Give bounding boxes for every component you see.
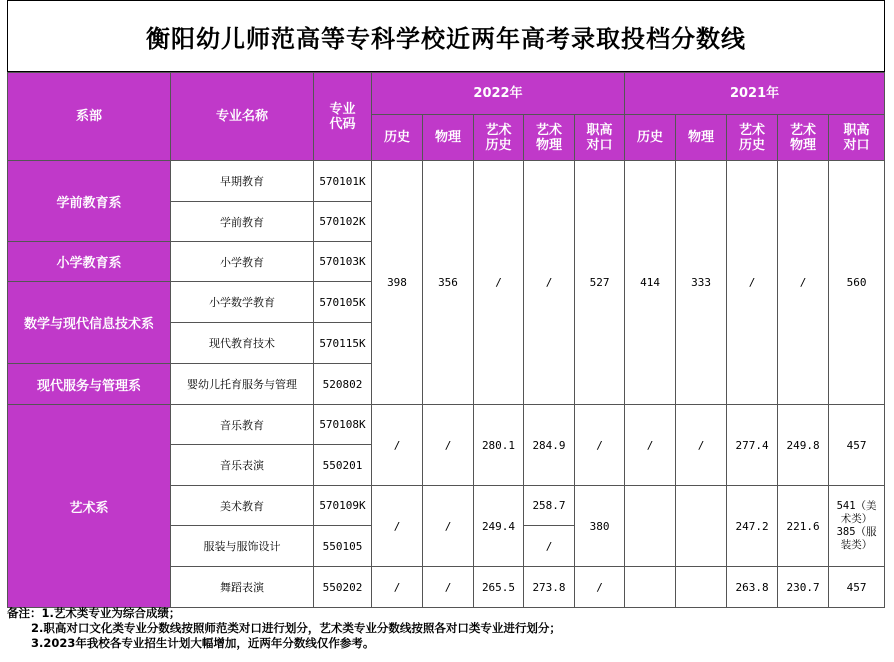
score-cell: 560 — [829, 161, 885, 405]
code-cell: 570102K — [314, 202, 372, 242]
score-cell: 333 — [676, 161, 727, 405]
header-sub: 职高 对口 — [829, 115, 885, 161]
score-cell: / — [575, 405, 625, 486]
table-row — [8, 161, 885, 202]
score-cell — [625, 486, 676, 567]
code-cell: 570115K — [314, 323, 372, 364]
header-major: 专业名称 — [171, 73, 314, 161]
header-dept: 系部 — [8, 73, 171, 161]
major-cell: 音乐教育 — [171, 405, 314, 445]
major-cell: 音乐表演 — [171, 445, 314, 486]
score-cell: / — [727, 161, 778, 405]
score-cell: / — [372, 567, 423, 608]
score-cell: 230.7 — [778, 567, 829, 608]
header-sub: 历史 — [625, 115, 676, 161]
header-sub: 职高 对口 — [575, 115, 625, 161]
major-cell: 小学教育 — [171, 242, 314, 282]
score-cell: / — [524, 161, 575, 405]
score-cell: / — [372, 405, 423, 486]
header-year-2021: 2021年 — [625, 73, 885, 115]
dept-cell: 现代服务与管理系 — [8, 364, 171, 405]
score-cell: 258.7 — [524, 486, 575, 526]
footnote-line: 2.职高对口文化类专业分数线按照师范类对口进行划分，艺术类专业分数线按照各对口类专业进行划分； — [7, 621, 561, 635]
footnote-line: 3.2023年我校各专业招生计划大幅增加，近两年分数线仅作参考。 — [7, 636, 375, 650]
code-cell: 570103K — [314, 242, 372, 282]
table-row — [8, 405, 885, 445]
score-cell: 284.9 — [524, 405, 575, 486]
score-cell: 221.6 — [778, 486, 829, 567]
major-cell: 早期教育 — [171, 161, 314, 202]
code-cell: 520802 — [314, 364, 372, 405]
score-cell: / — [625, 405, 676, 486]
page-title: 衡阳幼儿师范高等专科学校近两年高考录取投档分数线 — [7, 0, 885, 72]
major-cell: 舞蹈表演 — [171, 567, 314, 608]
dept-cell: 艺术系 — [8, 405, 171, 608]
dept-cell: 数学与现代信息技术系 — [8, 282, 171, 364]
dept-cell: 学前教育系 — [8, 161, 171, 242]
code-cell: 570101K — [314, 161, 372, 202]
score-cell: / — [423, 567, 474, 608]
dept-cell: 小学教育系 — [8, 242, 171, 282]
score-cell — [676, 567, 727, 608]
score-table — [7, 72, 885, 608]
score-cell: 541（美 术类） 385（服 装类） — [829, 486, 885, 567]
score-cell: 263.8 — [727, 567, 778, 608]
code-cell: 550202 — [314, 567, 372, 608]
major-cell: 婴幼儿托育服务与管理 — [171, 364, 314, 405]
score-cell: 527 — [575, 161, 625, 405]
score-cell: / — [474, 161, 524, 405]
score-cell: 249.8 — [778, 405, 829, 486]
major-cell: 服装与服饰设计 — [171, 526, 314, 567]
major-cell: 现代教育技术 — [171, 323, 314, 364]
footnote-line: 备注：1.艺术类专业为综合成绩； — [7, 606, 181, 620]
header-sub: 物理 — [676, 115, 727, 161]
code-cell: 570109K — [314, 486, 372, 526]
score-cell: 414 — [625, 161, 676, 405]
score-cell: 273.8 — [524, 567, 575, 608]
score-cell — [676, 486, 727, 567]
score-cell: / — [372, 486, 423, 567]
footnote — [7, 606, 885, 651]
score-cell: 249.4 — [474, 486, 524, 567]
score-cell: 247.2 — [727, 486, 778, 567]
major-cell: 美术教育 — [171, 486, 314, 526]
header-sub: 艺术 历史 — [727, 115, 778, 161]
score-cell: / — [423, 486, 474, 567]
score-cell — [625, 567, 676, 608]
score-cell: 280.1 — [474, 405, 524, 486]
header-year-2022: 2022年 — [372, 73, 625, 115]
score-cell: / — [575, 567, 625, 608]
header-sub: 物理 — [423, 115, 474, 161]
header-code: 专业 代码 — [314, 73, 372, 161]
score-cell: 277.4 — [727, 405, 778, 486]
code-cell: 550105 — [314, 526, 372, 567]
score-cell: / — [676, 405, 727, 486]
score-cell: 265.5 — [474, 567, 524, 608]
header-sub: 历史 — [372, 115, 423, 161]
code-cell: 570105K — [314, 282, 372, 323]
code-cell: 570108K — [314, 405, 372, 445]
score-cell: 457 — [829, 567, 885, 608]
major-cell: 学前教育 — [171, 202, 314, 242]
code-cell: 550201 — [314, 445, 372, 486]
score-cell: 398 — [372, 161, 423, 405]
score-cell: / — [524, 526, 575, 567]
header-sub: 艺术 历史 — [474, 115, 524, 161]
score-cell: 380 — [575, 486, 625, 567]
score-cell: 356 — [423, 161, 474, 405]
header-sub: 艺术 物理 — [524, 115, 575, 161]
score-cell: 457 — [829, 405, 885, 486]
header-sub: 艺术 物理 — [778, 115, 829, 161]
major-cell: 小学数学教育 — [171, 282, 314, 323]
score-cell: / — [423, 405, 474, 486]
score-cell: / — [778, 161, 829, 405]
